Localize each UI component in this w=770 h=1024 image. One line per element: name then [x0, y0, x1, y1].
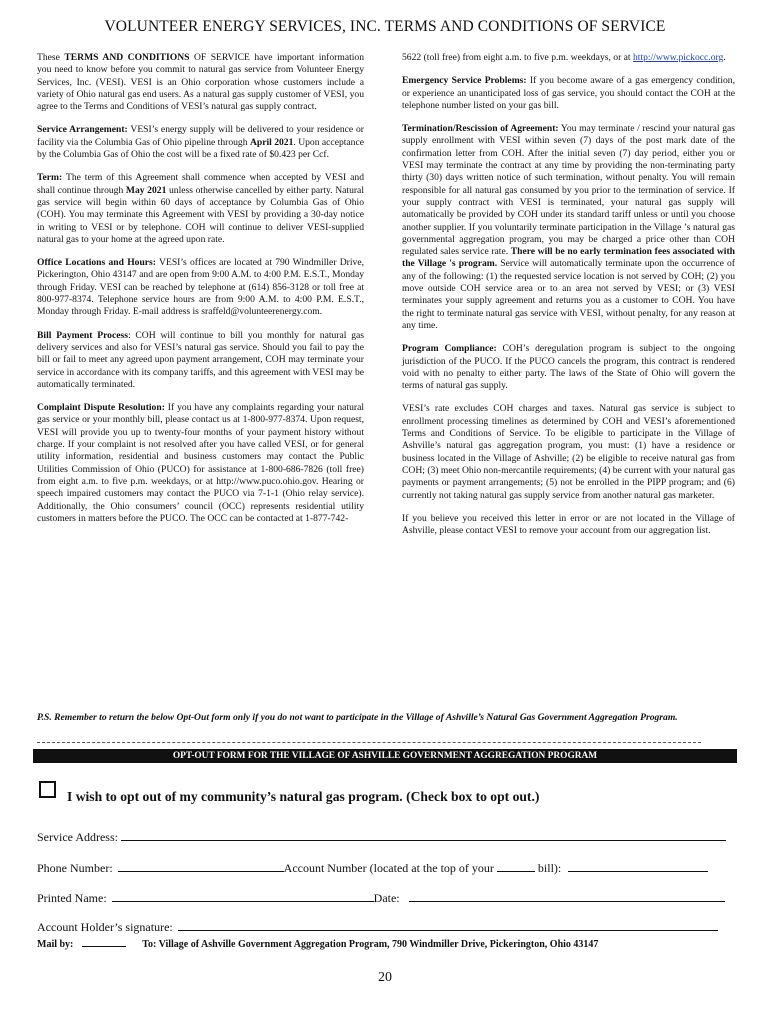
office-heading: Office Locations and Hours:	[37, 257, 156, 269]
phone-label: Phone Number:	[37, 861, 113, 875]
page-number: 20	[378, 970, 392, 985]
term-paragraph: Term: The term of this Agreement shall commence when accepted by VESI and shall continue through May 2021 unless otherwise cancelled by either party. Natural gas service will begin within 60 days of acceptance by Columbia Gas of Ohio (COH). You may terminate this Agreement with VESI by providing a 30-day notice in writing to VESI or by telephone. COH will continue to deliver VESI-supplied natural gas to your home at the agreed upon rate.	[37, 172, 364, 245]
phone-number-field[interactable]	[118, 859, 284, 872]
error-paragraph: If you believe you received this letter in error or are not located in the Village of Ashville, please contact VESI to remove your account from our aggregation list.	[402, 512, 735, 537]
emergency-paragraph: Emergency Service Problems: If you become aware of a gas emergency condition, or experience an unanticipated loss of gas service, you should contact the COH at the telephone number listed on your gas bill.	[402, 75, 735, 111]
left-column	[37, 52, 364, 536]
emergency-heading: Emergency Service Problems:	[402, 75, 527, 87]
bill-payment-heading: Bill Payment Process	[37, 329, 128, 341]
ps-note: P.S. Remember to return the below Opt-Out form only if you do not want to participate in the Village of Ashville’s Natural Gas Government Aggregation Program.	[37, 712, 678, 723]
mail-by-label: Mail by:	[37, 939, 74, 950]
printed-name-field[interactable]	[112, 889, 374, 902]
service-arrangement-heading: Service Arrangement:	[37, 124, 128, 136]
signature-row	[37, 918, 718, 935]
optout-checkbox-label: I wish to opt out of my community’s natural gas program. (Check box to opt out.)	[67, 789, 540, 804]
mail-to-address: To: Village of Ashville Government Aggregation Program, 790 Windmiller Drive, Pickerington, Ohio 43147	[142, 939, 599, 950]
mail-by-date-field[interactable]	[82, 936, 126, 947]
date-field[interactable]	[409, 889, 725, 902]
signature-label: Account Holder’s signature:	[37, 920, 173, 934]
service-arrangement-paragraph: Service Arrangement: VESI’s energy supply will be delivered to your residence or facility via the Columbia Gas of Ohio pipeline through April 2021. Upon acceptance by the Columbia Gas of Ohio the cost will be a fixed rate of $0.423 per Ccf.	[37, 124, 364, 161]
no-fee-statement: There will be no early termination fees associated with the Village 's program.	[402, 246, 735, 270]
compliance-heading: Program Compliance:	[402, 343, 497, 355]
account-label-end: bill):	[537, 861, 562, 875]
optout-banner: OPT-OUT FORM FOR THE VILLAGE OF ASHVILLE GOVERNMENT AGGREGATION PROGRAM	[33, 749, 737, 763]
occ-link[interactable]: http://www.pickocc.org	[632, 52, 724, 63]
rate-paragraph: VESI’s rate excludes COH charges and taxes. Natural gas service is subject to enrollment processing timelines as determined by COH and VESI’s aforementioned Terms and Conditions of Service. To be eligible to participate in the Village of Ashville’s natural gas aggregation program, you must: (1) have a residence or business located in the Village of Ashville; (2) be eligible to receive natural gas from COH; (3) meet Ohio non-mercantile requirements; (4) be current with your natural gas payments or payment arrangements; (5) not be enrolled in the PIPP program; and (6) currently not taking natural gas supply service from another natural gas marketer.	[402, 403, 736, 501]
phone-account-row	[37, 859, 708, 876]
service-address-label: Service Address:	[37, 830, 118, 844]
right-column	[402, 52, 735, 548]
printed-name-label: Printed Name:	[37, 891, 107, 905]
term-heading: Term:	[37, 172, 63, 184]
compliance-paragraph: Program Compliance: COH’s deregulation program is subject to the ongoing jurisdiction of the PUCO. If the PUCO cancels the program, this contract is rendered void with no penalty to either party. The laws of the State of Ohio will govern the terms of natural gas supply.	[402, 343, 735, 392]
optout-checkbox-row	[37, 780, 737, 804]
complaint-paragraph: Complaint Dispute Resolution: If you have any complaints regarding your natural gas service or your monthly bill, please contact us at 1-800-977-8374. Upon request, VESI will provide you up to twenty-four months of your payment history without charge. If your complaint is not resolved after you have called VESI, or for general utility information, residential and business customers may contact the Public Utilities Commission of Ohio (PUCO) for assistance at 1-800-686-7826 (toll free) from eight a.m. to five p.m. weekdays, or at http://www.puco.ohio.gov. Hearing or speech impaired customers may contact the PUCO via 7-1-1 (Ohio relay service). Additionally, the Ohio consumers’ council (OCC) represents residential utility customers in matters before the PUCO. The OCC can be contacted at 1-877-742-	[37, 402, 364, 524]
intro-bold: TERMS AND CONDITIONS	[64, 52, 190, 63]
intro-paragraph: These TERMS AND CONDITIONS OF SERVICE have important information you need to know before you commit to natural gas service from Volunteer Energy Services, Inc. (VESI). VESI is an Ohio corporation whose customers include a variety of Ohio natural gas end users. As a natural gas supply customer of VESI, you agree to the Terms and Conditions of VESI’s natural gas supply contract.	[37, 52, 364, 113]
account-number-field[interactable]	[568, 859, 708, 872]
optout-checkbox[interactable]	[39, 781, 56, 798]
page-title: VOLUNTEER ENERGY SERVICES, INC. TERMS AND CONDITIONS OF SERVICE	[104, 18, 666, 35]
termination-heading: Termination/Rescission of Agreement:	[402, 123, 559, 135]
complaint-heading: Complaint Dispute Resolution:	[37, 402, 165, 414]
account-label: Account Number (located at the top of your	[283, 861, 494, 875]
service-address-field[interactable]	[121, 828, 726, 841]
name-date-row	[37, 889, 725, 906]
cut-line-divider	[37, 742, 701, 743]
termination-paragraph: Termination/Rescission of Agreement: You may terminate / rescind your natural gas supply enrollment with VESI within seven (7) days of the post mark date of the confirmation letter from COH. After the initial seven (7) day period, either you or VESI may terminate the contract at any time by providing the non-terminating party thirty (30) days written notice of such termination, without penalty. You will remain responsible for all natural gas consumed by you prior to the termination of service. If your supply contract with VESI is terminated, your natural gas supply will automatically be provided by COH under its standard tariff unless or until you choose another supplier. If you voluntarily terminate participation in the Village ’s natural gas governmental aggregation program, you may be charged a price other than COH regulated sales service rate. There will be no early termination fees associated with the Village 's program. Service will automatically terminate upon the occurrence of any of the following: (1) the requested service location is not served by COH; (2) you move outside COH service area or to an area not served by VESI; or (3) VESI terminates your supply agreement and returns you as a customer to COH. You have the right to terminate natural gas service with VESI, without penalty, for any reason at any time.	[402, 123, 736, 331]
signature-field[interactable]	[178, 918, 718, 931]
occ-continued-paragraph: 5622 (toll free) from eight a.m. to five p.m. weekdays, or at http://www.pickocc.org.	[402, 52, 726, 63]
bill-type-field[interactable]	[497, 859, 535, 872]
service-address-row	[37, 828, 726, 845]
date-label: Date:	[373, 891, 400, 905]
mail-by-row	[37, 936, 737, 950]
bill-payment-paragraph: Bill Payment Process: COH will continue to bill you monthly for natural gas delivery services and also for VESI’s natural gas service. Should you fail to pay the bill or fail to meet any agreed upon payment arrangement, COH may terminate your service in accordance with its company tariffs, and this agreement with VESI may be automatically terminated.	[37, 329, 365, 390]
office-paragraph: Office Locations and Hours: VESI’s offices are located at 790 Windmiller Drive, Pickerington, Ohio 43147 and are open from 9:00 A.M. to 4:00 P.M. E.S.T., Monday through Friday. VESI can be reached by telephone at (614) 856-3128 or toll free at 800-977-8374. Telephone service hours are from 9:00 A.M. to 4:00 P.M. E.S.T., Monday through Friday. E-mail address is sraffeld@volunteerenergy.com.	[37, 257, 364, 318]
